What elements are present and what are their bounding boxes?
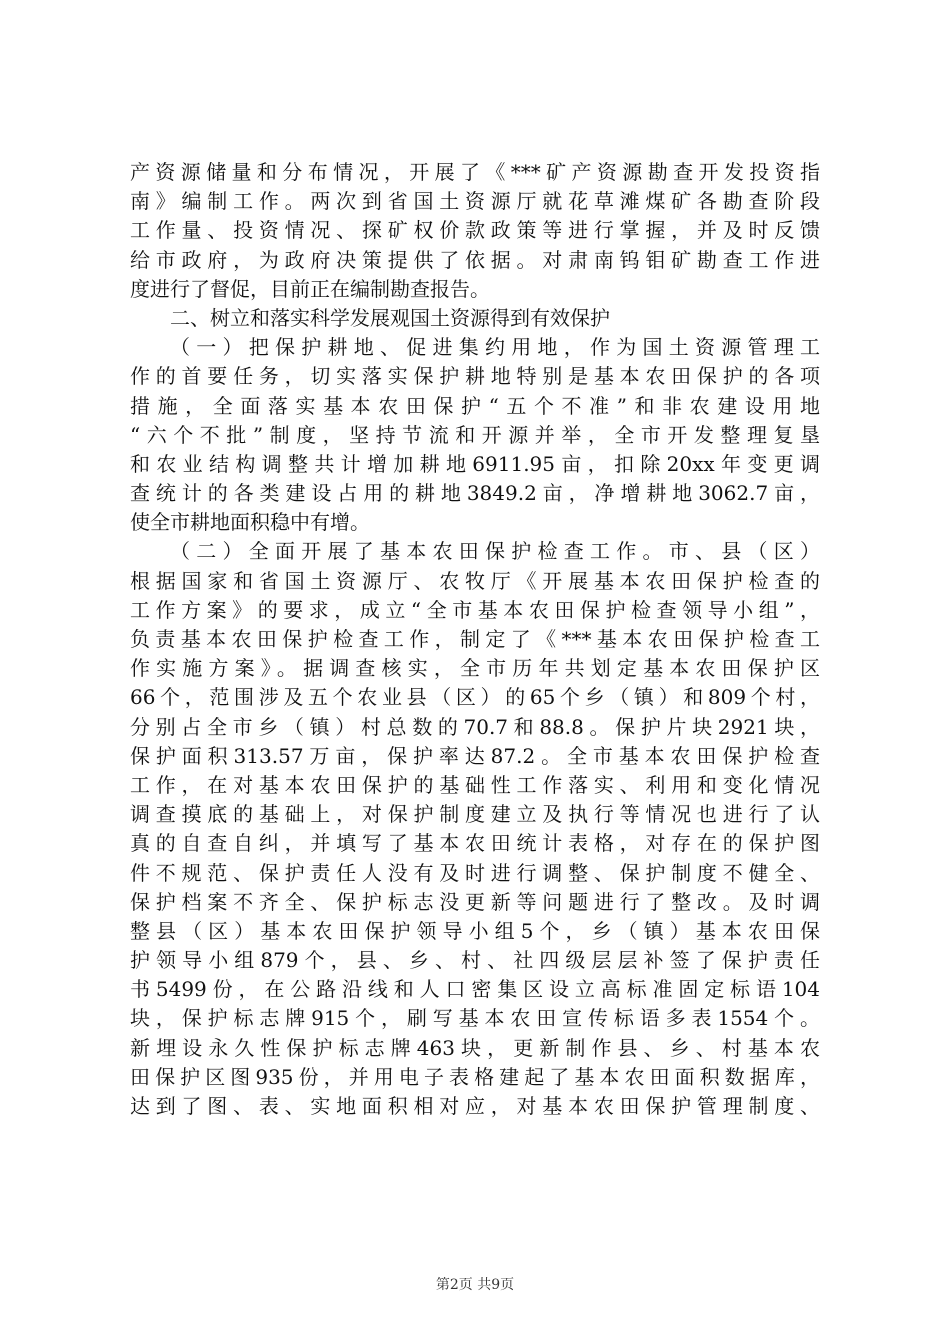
text-line: 度进行了督促，目前正在编制勘查报告。 <box>130 276 490 301</box>
text-line: 负责基本农田保护检查工作，制定了《***基本农田保护检查工 <box>130 627 820 651</box>
text-line: 达到了图、表、实地面积相对应，对基本农田保护管理制度、 <box>130 1094 820 1118</box>
text-line: 工作，在对基本农田保护的基础性工作落实、利用和变化情况 <box>130 772 820 797</box>
text-line: 作的首要任务，切实落实保护耕地特别是基本农田保护的各项 <box>130 364 820 389</box>
text-line: 和农业结构调整共计增加耕地6911.95亩，扣除20xx年变更调 <box>130 451 820 476</box>
text-line: “六个不批”制度，坚持节流和开源并举，全市开发整理复垦 <box>130 422 820 447</box>
text-line: 工作量、投资情况、探矿权价款政策等进行掌握，并及时反馈 <box>130 218 820 243</box>
text-line: 保护档案不齐全、保护标志没更新等问题进行了整改。及时调 <box>130 889 820 914</box>
text-line: 产资源储量和分布情况，开展了《***矿产资源勘查开发投资指 <box>130 160 820 184</box>
text-line: （一）把保护耕地、促进集约用地，作为国土资源管理工 <box>170 335 820 360</box>
page-number-label: 第2页 共9页 <box>435 1277 515 1293</box>
text-line: 南》编制工作。两次到省国土资源厅就花草滩煤矿各勘查阶段 <box>130 189 820 214</box>
text-line: 真的自查自纠，并填写了基本农田统计表格，对存在的保护图 <box>130 831 820 856</box>
text-line: 田保护区图935份，并用电子表格建起了基本农田面积数据库， <box>130 1064 820 1089</box>
text-line: 工作方案》的要求，成立“全市基本农田保护检查领导小组”， <box>130 597 820 622</box>
text-line: （二）全面开展了基本农田保护检查工作。市、县（区） <box>170 539 820 564</box>
text-line: 书5499份，在公路沿线和人口密集区设立高标准固定标语104 <box>130 977 820 1002</box>
text-line: 66个，范围涉及五个农业县（区）的65个乡（镇）和809个村， <box>130 685 820 710</box>
text-line: 调查摸底的基础上，对保护制度建立及执行等情况也进行了认 <box>130 802 820 827</box>
text-line: 使全市耕地面积稳中有增。 <box>130 510 370 535</box>
text-line: 块，保护标志牌915个，刷写基本农田宣传标语多表1554个。 <box>130 1006 820 1031</box>
page-footer <box>0 1274 950 1294</box>
text-line: 新埋设永久性保护标志牌463块，更新制作县、乡、村基本农 <box>130 1035 820 1060</box>
text-line: 保护面积313.57万亩，保护率达87.2。全市基本农田保护检查 <box>130 743 820 768</box>
text-line: 根据国家和省国土资源厅、农牧厅《开展基本农田保护检查的 <box>130 568 820 593</box>
text-line: 措施，全面落实基本农田保护“五个不准”和非农建设用地 <box>130 393 820 418</box>
text-line: 整县（区）基本农田保护领导小组5个，乡（镇）基本农田保 <box>130 918 820 943</box>
text-line: 护领导小组879个，县、乡、村、社四级层层补签了保护责任 <box>130 948 820 973</box>
text-line: 作实施方案》。据调查核实，全市历年共划定基本农田保护区 <box>130 656 820 681</box>
text-line: 分别占全市乡（镇）村总数的70.7和88.8。保护片块2921块， <box>130 714 820 739</box>
text-line: 件不规范、保护责任人没有及时进行调整、保护制度不健全、 <box>130 860 820 885</box>
text-line: 查统计的各类建设占用的耕地3849.2亩，净增耕地3062.7亩， <box>130 481 820 506</box>
section-heading: 二、树立和落实科学发展观国土资源得到有效保护 <box>170 305 610 330</box>
text-line: 给市政府，为政府决策提供了依据。对肃南钨钼矿勘查工作进 <box>130 247 820 272</box>
document-body <box>130 158 820 1121</box>
